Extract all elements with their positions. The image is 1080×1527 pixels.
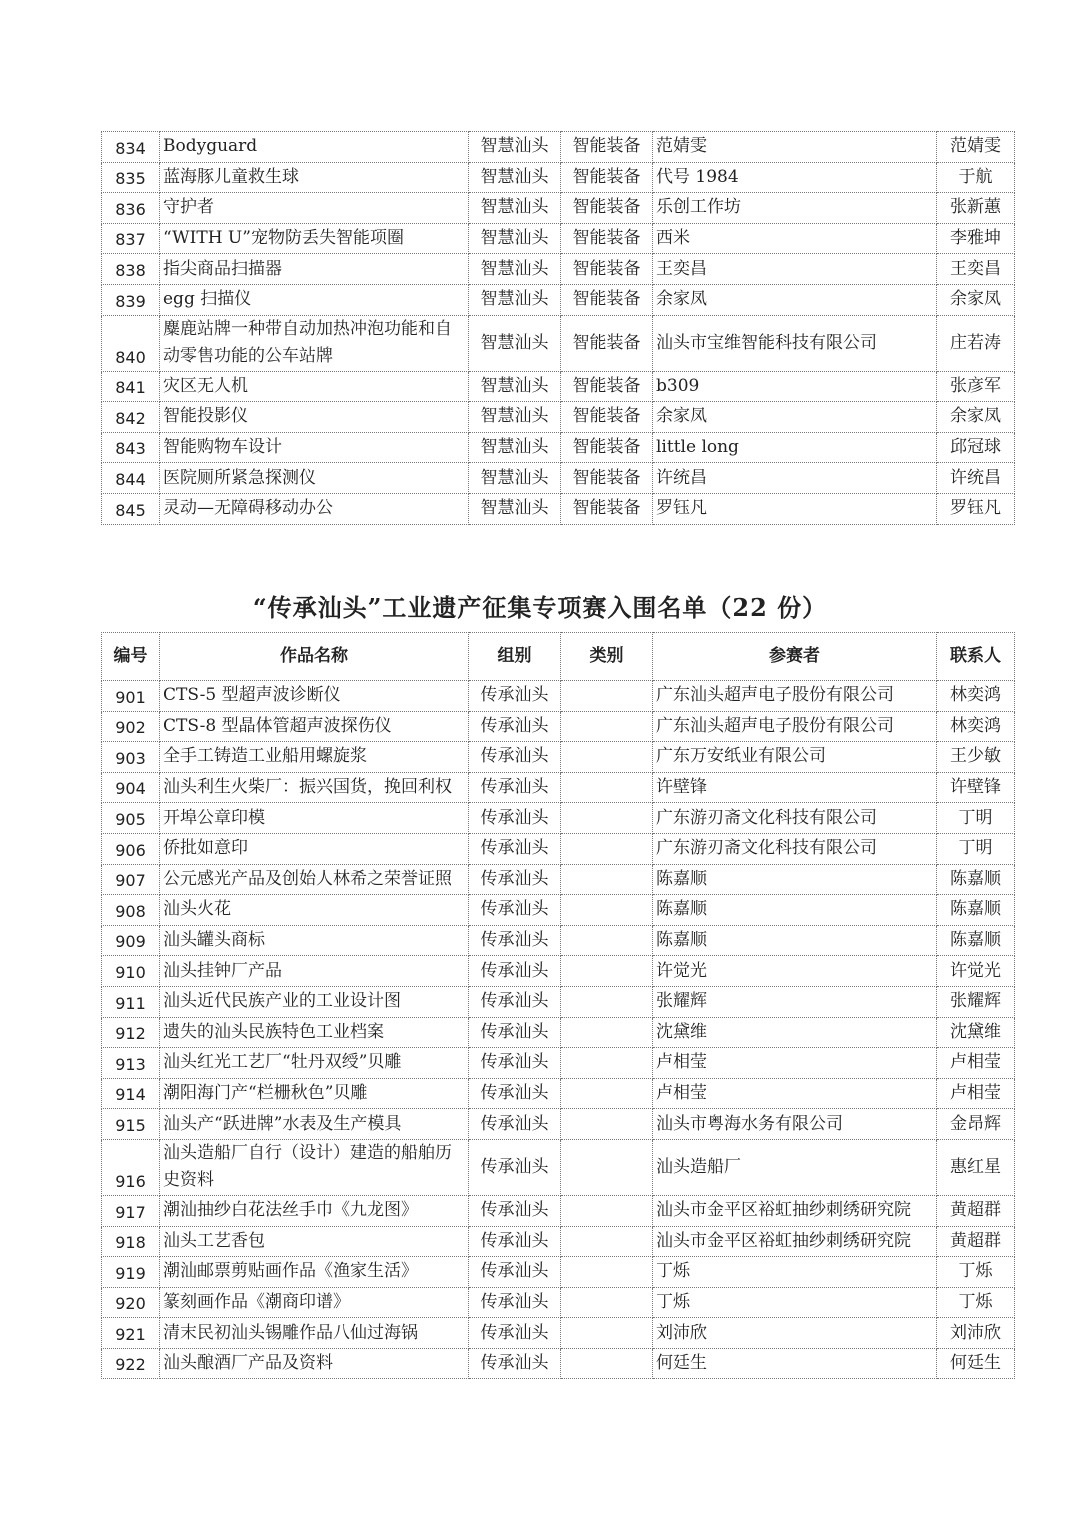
table-row [102, 711, 1015, 742]
table-row [102, 1017, 1015, 1048]
cell-name: 汕头火花 [160, 895, 469, 926]
cell-no: 920 [102, 1287, 160, 1318]
cell-group: 智慧汕头 [469, 432, 561, 463]
cell-contact: 陈嘉顺 [937, 895, 1015, 926]
cell-no: 840 [102, 315, 160, 371]
table-row [102, 864, 1015, 895]
cell-category [561, 925, 653, 956]
cell-group: 传承汕头 [469, 1318, 561, 1349]
cell-no: 918 [102, 1226, 160, 1257]
cell-group: 智慧汕头 [469, 284, 561, 315]
cell-group: 智慧汕头 [469, 223, 561, 254]
cell-group: 传承汕头 [469, 956, 561, 987]
table-row [102, 132, 1015, 163]
cell-contact: 丁烁 [937, 1257, 1015, 1288]
cell-category [561, 864, 653, 895]
cell-participant: 西米 [653, 223, 937, 254]
cell-participant: 汕头市金平区裕虹抽纱刺绣研究院 [653, 1226, 937, 1257]
table-row [102, 223, 1015, 254]
cell-participant: 张耀辉 [653, 986, 937, 1017]
table-row [102, 681, 1015, 712]
cell-no: 910 [102, 956, 160, 987]
cell-participant: 汕头造船厂 [653, 1139, 937, 1195]
cell-name: 汕头工艺香包 [160, 1226, 469, 1257]
cell-no: 904 [102, 772, 160, 803]
cell-name: CTS-5 型超声波诊断仪 [160, 681, 469, 712]
cell-group: 传承汕头 [469, 986, 561, 1017]
cell-group: 传承汕头 [469, 925, 561, 956]
cell-name: 汕头近代民族产业的工业设计图 [160, 986, 469, 1017]
cell-group: 智慧汕头 [469, 493, 561, 524]
cell-contact: 黄超群 [937, 1195, 1015, 1226]
cell-no: 841 [102, 371, 160, 402]
cell-name: Bodyguard [160, 132, 469, 163]
cell-group: 传承汕头 [469, 1257, 561, 1288]
cell-group: 智慧汕头 [469, 463, 561, 494]
cell-no: 922 [102, 1348, 160, 1379]
table-row [102, 432, 1015, 463]
table-row [102, 371, 1015, 402]
cell-group: 传承汕头 [469, 1078, 561, 1109]
cell-no: 909 [102, 925, 160, 956]
table-row [102, 284, 1015, 315]
table-row [102, 803, 1015, 834]
cell-category [561, 711, 653, 742]
cell-no: 901 [102, 681, 160, 712]
smart-shantou-table [101, 131, 1015, 525]
cell-no: 916 [102, 1139, 160, 1195]
table-row [102, 1048, 1015, 1079]
cell-no: 913 [102, 1048, 160, 1079]
cell-contact: 王奕昌 [937, 254, 1015, 285]
heritage-section-title: “传承汕头”工业遗产征集专项赛入围名单（22 份） [252, 593, 828, 622]
cell-contact: 丁烁 [937, 1287, 1015, 1318]
cell-contact: 范婧雯 [937, 132, 1015, 163]
cell-category: 智能装备 [561, 402, 653, 433]
header-participant: 参赛者 [653, 633, 937, 681]
table-row [102, 402, 1015, 433]
cell-no: 906 [102, 833, 160, 864]
cell-no: 838 [102, 254, 160, 285]
cell-no: 907 [102, 864, 160, 895]
cell-category: 智能装备 [561, 284, 653, 315]
cell-name: 麋鹿站牌一种带自动加热冲泡功能和自动零售功能的公车站牌 [160, 315, 469, 371]
cell-name: 灵动—无障碍移动办公 [160, 493, 469, 524]
cell-name: 医院厕所紧急探测仪 [160, 463, 469, 494]
cell-group: 传承汕头 [469, 1017, 561, 1048]
cell-contact: 陈嘉顺 [937, 925, 1015, 956]
cell-name: 清末民初汕头锡雕作品八仙过海锅 [160, 1318, 469, 1349]
cell-category: 智能装备 [561, 432, 653, 463]
cell-contact: 林奕鸿 [937, 681, 1015, 712]
cell-no: 845 [102, 493, 160, 524]
cell-participant: 汕头市粤海水务有限公司 [653, 1109, 937, 1140]
cell-group: 传承汕头 [469, 742, 561, 773]
cell-name: 潮阳海门产“栏栅秋色”贝雕 [160, 1078, 469, 1109]
cell-category [561, 1348, 653, 1379]
cell-participant: 广东游刃斋文化科技有限公司 [653, 803, 937, 834]
table-row [102, 833, 1015, 864]
cell-category: 智能装备 [561, 371, 653, 402]
cell-participant: 何廷生 [653, 1348, 937, 1379]
cell-category: 智能装备 [561, 463, 653, 494]
cell-category: 智能装备 [561, 193, 653, 224]
cell-name: 遗失的汕头民族特色工业档案 [160, 1017, 469, 1048]
cell-category [561, 1226, 653, 1257]
cell-category [561, 1048, 653, 1079]
table-row [102, 1318, 1015, 1349]
cell-no: 839 [102, 284, 160, 315]
cell-contact: 余家凤 [937, 402, 1015, 433]
cell-participant: 陈嘉顺 [653, 864, 937, 895]
cell-name: 汕头罐头商标 [160, 925, 469, 956]
cell-contact: 许统昌 [937, 463, 1015, 494]
table-row [102, 1109, 1015, 1140]
table-row [102, 1078, 1015, 1109]
cell-name: 全手工铸造工业船用螺旋浆 [160, 742, 469, 773]
table-row [102, 925, 1015, 956]
cell-category [561, 833, 653, 864]
cell-participant: 沈黛维 [653, 1017, 937, 1048]
cell-participant: 余家凤 [653, 402, 937, 433]
header-row [102, 633, 1015, 681]
cell-participant: 汕头市宝维智能科技有限公司 [653, 315, 937, 371]
cell-category [561, 1078, 653, 1109]
cell-category: 智能装备 [561, 315, 653, 371]
table-header [102, 633, 1015, 681]
cell-group: 传承汕头 [469, 1287, 561, 1318]
cell-group: 传承汕头 [469, 1109, 561, 1140]
cell-group: 传承汕头 [469, 1048, 561, 1079]
cell-contact: 黄超群 [937, 1226, 1015, 1257]
cell-category [561, 1287, 653, 1318]
cell-no: 903 [102, 742, 160, 773]
cell-contact: 沈黛维 [937, 1017, 1015, 1048]
cell-group: 智慧汕头 [469, 162, 561, 193]
cell-group: 传承汕头 [469, 681, 561, 712]
cell-no: 914 [102, 1078, 160, 1109]
cell-contact: 金昂辉 [937, 1109, 1015, 1140]
cell-participant: 代号 1984 [653, 162, 937, 193]
cell-group: 传承汕头 [469, 864, 561, 895]
heritage-shantou-table [101, 632, 1015, 1379]
table-row [102, 742, 1015, 773]
cell-name: 潮汕抽纱白花法丝手巾《九龙图》 [160, 1195, 469, 1226]
cell-name: 灾区无人机 [160, 371, 469, 402]
table-row [102, 1195, 1015, 1226]
cell-no: 915 [102, 1109, 160, 1140]
cell-category [561, 1139, 653, 1195]
cell-contact: 丁明 [937, 833, 1015, 864]
table-row [102, 162, 1015, 193]
cell-category: 智能装备 [561, 493, 653, 524]
table-row [102, 1287, 1015, 1318]
cell-name: 智能购物车设计 [160, 432, 469, 463]
cell-name: egg 扫描仪 [160, 284, 469, 315]
cell-category [561, 742, 653, 773]
cell-category [561, 956, 653, 987]
cell-participant: 罗钰凡 [653, 493, 937, 524]
table-row [102, 956, 1015, 987]
cell-name: 守护者 [160, 193, 469, 224]
cell-contact: 卢相莹 [937, 1048, 1015, 1079]
cell-participant: 陈嘉顺 [653, 895, 937, 926]
cell-name: “WITH U”宠物防丢失智能项圈 [160, 223, 469, 254]
cell-group: 智慧汕头 [469, 371, 561, 402]
cell-category: 智能装备 [561, 223, 653, 254]
cell-no: 843 [102, 432, 160, 463]
cell-group: 智慧汕头 [469, 193, 561, 224]
cell-participant: 卢相莹 [653, 1048, 937, 1079]
table-row [102, 193, 1015, 224]
cell-no: 912 [102, 1017, 160, 1048]
cell-group: 智慧汕头 [469, 132, 561, 163]
cell-category [561, 986, 653, 1017]
cell-group: 传承汕头 [469, 895, 561, 926]
cell-name: 汕头红光工艺厂“牡丹双绶”贝雕 [160, 1048, 469, 1079]
cell-no: 836 [102, 193, 160, 224]
cell-contact: 于航 [937, 162, 1015, 193]
cell-participant: 范婧雯 [653, 132, 937, 163]
cell-participant: 广东汕头超声电子股份有限公司 [653, 681, 937, 712]
table-row [102, 463, 1015, 494]
cell-group: 传承汕头 [469, 833, 561, 864]
cell-category: 智能装备 [561, 254, 653, 285]
table-row [102, 1139, 1015, 1195]
cell-name: 汕头产“跃进牌”水表及生产模具 [160, 1109, 469, 1140]
cell-name: 汕头酿酒厂产品及资料 [160, 1348, 469, 1379]
cell-name: 篆刻画作品《潮商印谱》 [160, 1287, 469, 1318]
cell-contact: 惠红星 [937, 1139, 1015, 1195]
cell-group: 传承汕头 [469, 1226, 561, 1257]
cell-category [561, 803, 653, 834]
cell-no: 842 [102, 402, 160, 433]
header-group: 组别 [469, 633, 561, 681]
cell-participant: 丁烁 [653, 1257, 937, 1288]
cell-no: 919 [102, 1257, 160, 1288]
cell-category [561, 772, 653, 803]
table-row [102, 315, 1015, 371]
cell-category [561, 1109, 653, 1140]
cell-name: CTS-8 型晶体管超声波探伤仪 [160, 711, 469, 742]
cell-contact: 邱冠球 [937, 432, 1015, 463]
cell-participant: 王奕昌 [653, 254, 937, 285]
cell-contact: 许觉光 [937, 956, 1015, 987]
cell-category: 智能装备 [561, 132, 653, 163]
cell-no: 917 [102, 1195, 160, 1226]
table-row [102, 772, 1015, 803]
cell-no: 835 [102, 162, 160, 193]
cell-contact: 罗钰凡 [937, 493, 1015, 524]
cell-participant: 许壁锋 [653, 772, 937, 803]
cell-participant: 刘沛欣 [653, 1318, 937, 1349]
cell-participant: 汕头市金平区裕虹抽纱刺绣研究院 [653, 1195, 937, 1226]
cell-group: 智慧汕头 [469, 315, 561, 371]
table-row [102, 1226, 1015, 1257]
cell-contact: 刘沛欣 [937, 1318, 1015, 1349]
cell-name: 蓝海豚儿童救生球 [160, 162, 469, 193]
cell-name: 汕头挂钟厂产品 [160, 956, 469, 987]
heritage-shantou-table-body [102, 681, 1015, 1379]
table-row [102, 493, 1015, 524]
cell-no: 911 [102, 986, 160, 1017]
cell-contact: 陈嘉顺 [937, 864, 1015, 895]
cell-participant: 广东万安纸业有限公司 [653, 742, 937, 773]
cell-no: 837 [102, 223, 160, 254]
cell-contact: 丁明 [937, 803, 1015, 834]
cell-contact: 卢相莹 [937, 1078, 1015, 1109]
cell-no: 921 [102, 1318, 160, 1349]
cell-participant: b309 [653, 371, 937, 402]
cell-name: 侨批如意印 [160, 833, 469, 864]
cell-contact: 庄若涛 [937, 315, 1015, 371]
cell-contact: 林奕鸿 [937, 711, 1015, 742]
cell-participant: 陈嘉顺 [653, 925, 937, 956]
cell-category [561, 895, 653, 926]
header-category: 类别 [561, 633, 653, 681]
cell-group: 传承汕头 [469, 711, 561, 742]
cell-name: 开埠公章印模 [160, 803, 469, 834]
cell-contact: 余家凤 [937, 284, 1015, 315]
cell-contact: 张彦军 [937, 371, 1015, 402]
cell-category [561, 1017, 653, 1048]
cell-contact: 何廷生 [937, 1348, 1015, 1379]
cell-no: 905 [102, 803, 160, 834]
cell-group: 传承汕头 [469, 1348, 561, 1379]
cell-participant: 广东游刃斋文化科技有限公司 [653, 833, 937, 864]
cell-name: 汕头利生火柴厂：振兴国货，挽回利权 [160, 772, 469, 803]
cell-participant: 丁烁 [653, 1287, 937, 1318]
cell-participant: 许觉光 [653, 956, 937, 987]
smart-shantou-table-body [102, 132, 1015, 525]
cell-group: 传承汕头 [469, 803, 561, 834]
cell-name: 潮汕邮票剪贴画作品《渔家生活》 [160, 1257, 469, 1288]
cell-participant: 广东汕头超声电子股份有限公司 [653, 711, 937, 742]
cell-group: 传承汕头 [469, 772, 561, 803]
cell-no: 844 [102, 463, 160, 494]
cell-participant: 乐创工作坊 [653, 193, 937, 224]
cell-category [561, 1195, 653, 1226]
cell-participant: 余家凤 [653, 284, 937, 315]
cell-contact: 张耀辉 [937, 986, 1015, 1017]
cell-no: 908 [102, 895, 160, 926]
cell-no: 902 [102, 711, 160, 742]
header-name: 作品名称 [160, 633, 469, 681]
cell-contact: 许壁锋 [937, 772, 1015, 803]
cell-contact: 李雅坤 [937, 223, 1015, 254]
cell-participant: little long [653, 432, 937, 463]
table-row [102, 986, 1015, 1017]
cell-contact: 张新蕙 [937, 193, 1015, 224]
header-contact: 联系人 [937, 633, 1015, 681]
cell-participant: 卢相莹 [653, 1078, 937, 1109]
table-row [102, 254, 1015, 285]
cell-name: 公元感光产品及创始人林希之荣誉证照 [160, 864, 469, 895]
cell-name: 汕头造船厂自行（设计）建造的船舶历史资料 [160, 1139, 469, 1195]
cell-group: 传承汕头 [469, 1139, 561, 1195]
header-no: 编号 [102, 633, 160, 681]
cell-name: 指尖商品扫描器 [160, 254, 469, 285]
cell-contact: 王少敏 [937, 742, 1015, 773]
cell-group: 传承汕头 [469, 1195, 561, 1226]
cell-category [561, 681, 653, 712]
cell-category [561, 1257, 653, 1288]
cell-category [561, 1318, 653, 1349]
table-row [102, 1348, 1015, 1379]
cell-participant: 许统昌 [653, 463, 937, 494]
table-row [102, 1257, 1015, 1288]
cell-group: 智慧汕头 [469, 254, 561, 285]
cell-no: 834 [102, 132, 160, 163]
cell-name: 智能投影仪 [160, 402, 469, 433]
cell-group: 智慧汕头 [469, 402, 561, 433]
table-row [102, 895, 1015, 926]
cell-category: 智能装备 [561, 162, 653, 193]
